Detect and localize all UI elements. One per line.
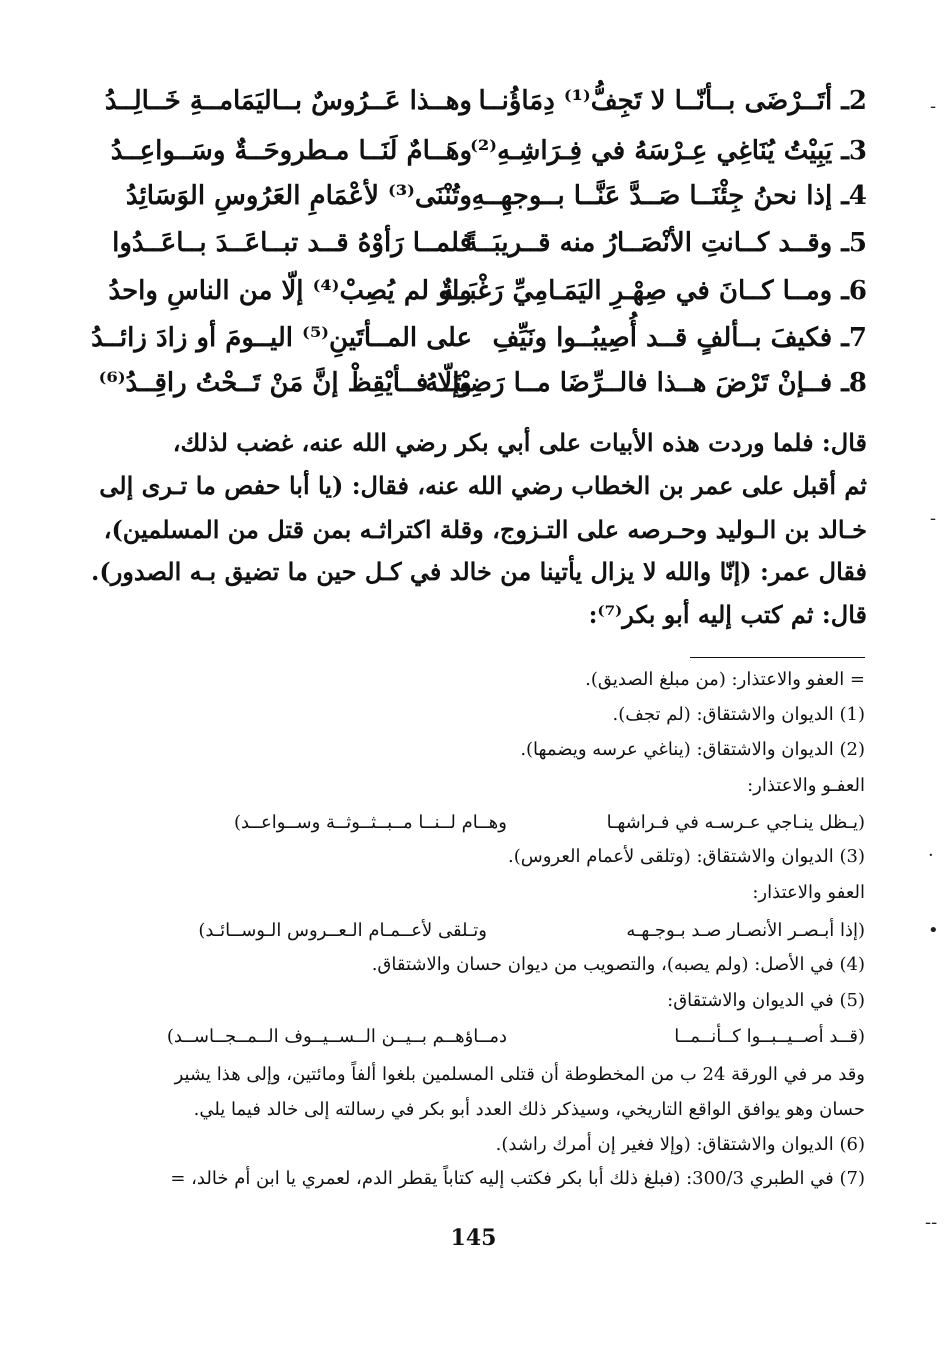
prose-line-4: فقال عمر: (إنّا والله لا يزال يأتينا من خالد في كـل حين ما تضيق بـه الصدور). (91, 557, 867, 586)
footnote-separator (690, 657, 865, 658)
prose-line-3: خـالد بن الـوليد وحـرصه على التـزوج، وقلة اكتراثـه بمن قتل من المسلمين)، (103, 515, 867, 544)
verse-7-left: على المــأتَينِ⁽⁵⁾ اليــومَ أو زادَ زائــدُ (91, 323, 472, 353)
verse-6-right: 6ـ ومــا كــانَ في صِهْـرِ اليَمَـامِيِّ رَغْبَــةٌ (440, 276, 867, 306)
margin-mark: • (928, 920, 939, 941)
footnote-5-note-line-1: وقد مر في الورقة 24 ب من المخطوطة أن قتلى المسلمين بلغوا ألفاً ومائتين، وإلى هذا يشير (174, 1064, 865, 1085)
prose-line-2: ثم أقبل على عمر بن الخطاب رضي الله عنه، فقال: (يا أبا حفص ما تـرى إلى (99, 471, 867, 500)
footnote-2-verse-right: (يـظل ينـاجي عـرسـه في فـراشهـا (606, 812, 865, 833)
verse-5-left: فلمــا رَأوْهُ قــد تبــاعَــدَ بــاعَــدُوا (112, 228, 472, 258)
verse-2-left: وهــذا عَــرُوسٌ بــاليَمَامــةِ خَــالِــدُ (104, 86, 472, 116)
margin-mark: - (930, 96, 937, 117)
verse-8-right: 8ـ فــإنْ تَرْضَ هــذا فالــرِّضَا مــا رَضِيْتَــهُ (425, 368, 867, 398)
margin-mark: - (930, 508, 937, 529)
verse-3-right: 3ـ يَبِيْتُ يُنَاغِي عِـرْسَهُ في فِـرَاشِـهِ⁽²⁾ (470, 136, 867, 166)
prose-line-1: قال: فلما وردت هذه الأبيات على أبي بكر رضي الله عنه، غضب لذلك، (172, 428, 867, 457)
footnote-3-verse-left: وتـلقى لأعــمـام الـعــروس الـوســائـد) (198, 920, 487, 941)
footnote-7: (7) في الطبري 300/3: (فبلغ ذلك أبا بكر فكتب إليه كتاباً يقطر الدم، لعمري يا ابن أم خالد، = (170, 1168, 865, 1189)
footnote-2-label: العفـو والاعتذار: (747, 775, 865, 796)
footnote-3: (3) الديوان والاشتقاق: (وتلقى لأعمام العروس). (507, 846, 865, 867)
verse-7-right: 7ـ فكيفَ بــألفٍ قــد أُصِيبُــوا ونَيِّفِ (492, 323, 867, 353)
footnote-2-verse-left: وهــام لــنــا مــبــثــوثــة وســواعــد) (233, 812, 507, 833)
prose-line-5: قال: ثم كتب إليه أبو بكر⁽⁷⁾: (588, 600, 867, 629)
footnote-1: (1) الديوان والاشتقاق: (لم تجف). (612, 704, 865, 725)
verse-4-left: وتُنْنَى⁽³⁾ لأعْمَامِ العَرُوسِ الوَسَائِدُ (125, 181, 472, 211)
verse-4-right: 4ـ إذا نحنُ جِئْنَــا صَــدَّ عَنَّــا بــوجهِــهِ (471, 181, 867, 211)
footnote-5-verse-right: (قــد أصــيــبــوا كــأنــمــا (674, 1026, 865, 1047)
footnote-2: (2) الديوان والاشتقاق: (يناغي عرسه ويضمها). (520, 739, 865, 760)
footnote-5: (5) في الديوان والاشتقاق: (667, 990, 865, 1011)
page-number: 145 (450, 1225, 497, 1251)
footnote-4: (4) في الأصل: (ولم يصبه)، والتصويب من ديوان حسان والاشتقاق. (371, 954, 865, 975)
verse-5-right: 5ـ وقــد كــانتِ الأنْصَــارُ منه قــريبَــةً (464, 228, 867, 258)
footnote-3-verse-right: (إذا أبـصـر الأنصـار صـد بـوجـهـه (626, 920, 865, 941)
verse-6-left: ولو لم يُصِبْ⁽⁴⁾ إلّا من الناسِ واحدُ (108, 276, 472, 306)
margin-mark: -- (925, 1212, 938, 1233)
footnote-continuation: = العفو والاعتذار: (من مبلغ الصديق). (585, 669, 865, 690)
footnote-5-note-line-2: حسان وهو يوافق الواقع التاريخي، وسيذكر ذلك العدد أبو بكر في رسالته إلى خالد فيما يلي. (193, 1099, 865, 1120)
footnote-3-label: العفو والاعتذار: (752, 882, 865, 903)
verse-2-right: 2ـ أتَــرْضَى بــأنّــا لا تَجِفُّ⁽¹⁾ دِمَاؤُنــا (478, 86, 867, 116)
footnote-6: (6) الديوان والاشتقاق: (وإلا فغير إن أمرك راشد). (495, 1134, 865, 1155)
margin-mark: · (928, 845, 934, 866)
verse-8-left: وإلّا فــأيْقِظْ إنَّ مَنْ تَــحْتُ راقِــدُ⁽⁶⁾ (98, 368, 472, 398)
footnote-5-verse-left: دمــاؤهــم بــيــن الــســيــوف الــمــجــاســد) (166, 1026, 507, 1047)
verse-3-left: وهَــامٌ لَنَــا مـطروحَــةٌ وسَــواعِــدُ (110, 136, 472, 166)
